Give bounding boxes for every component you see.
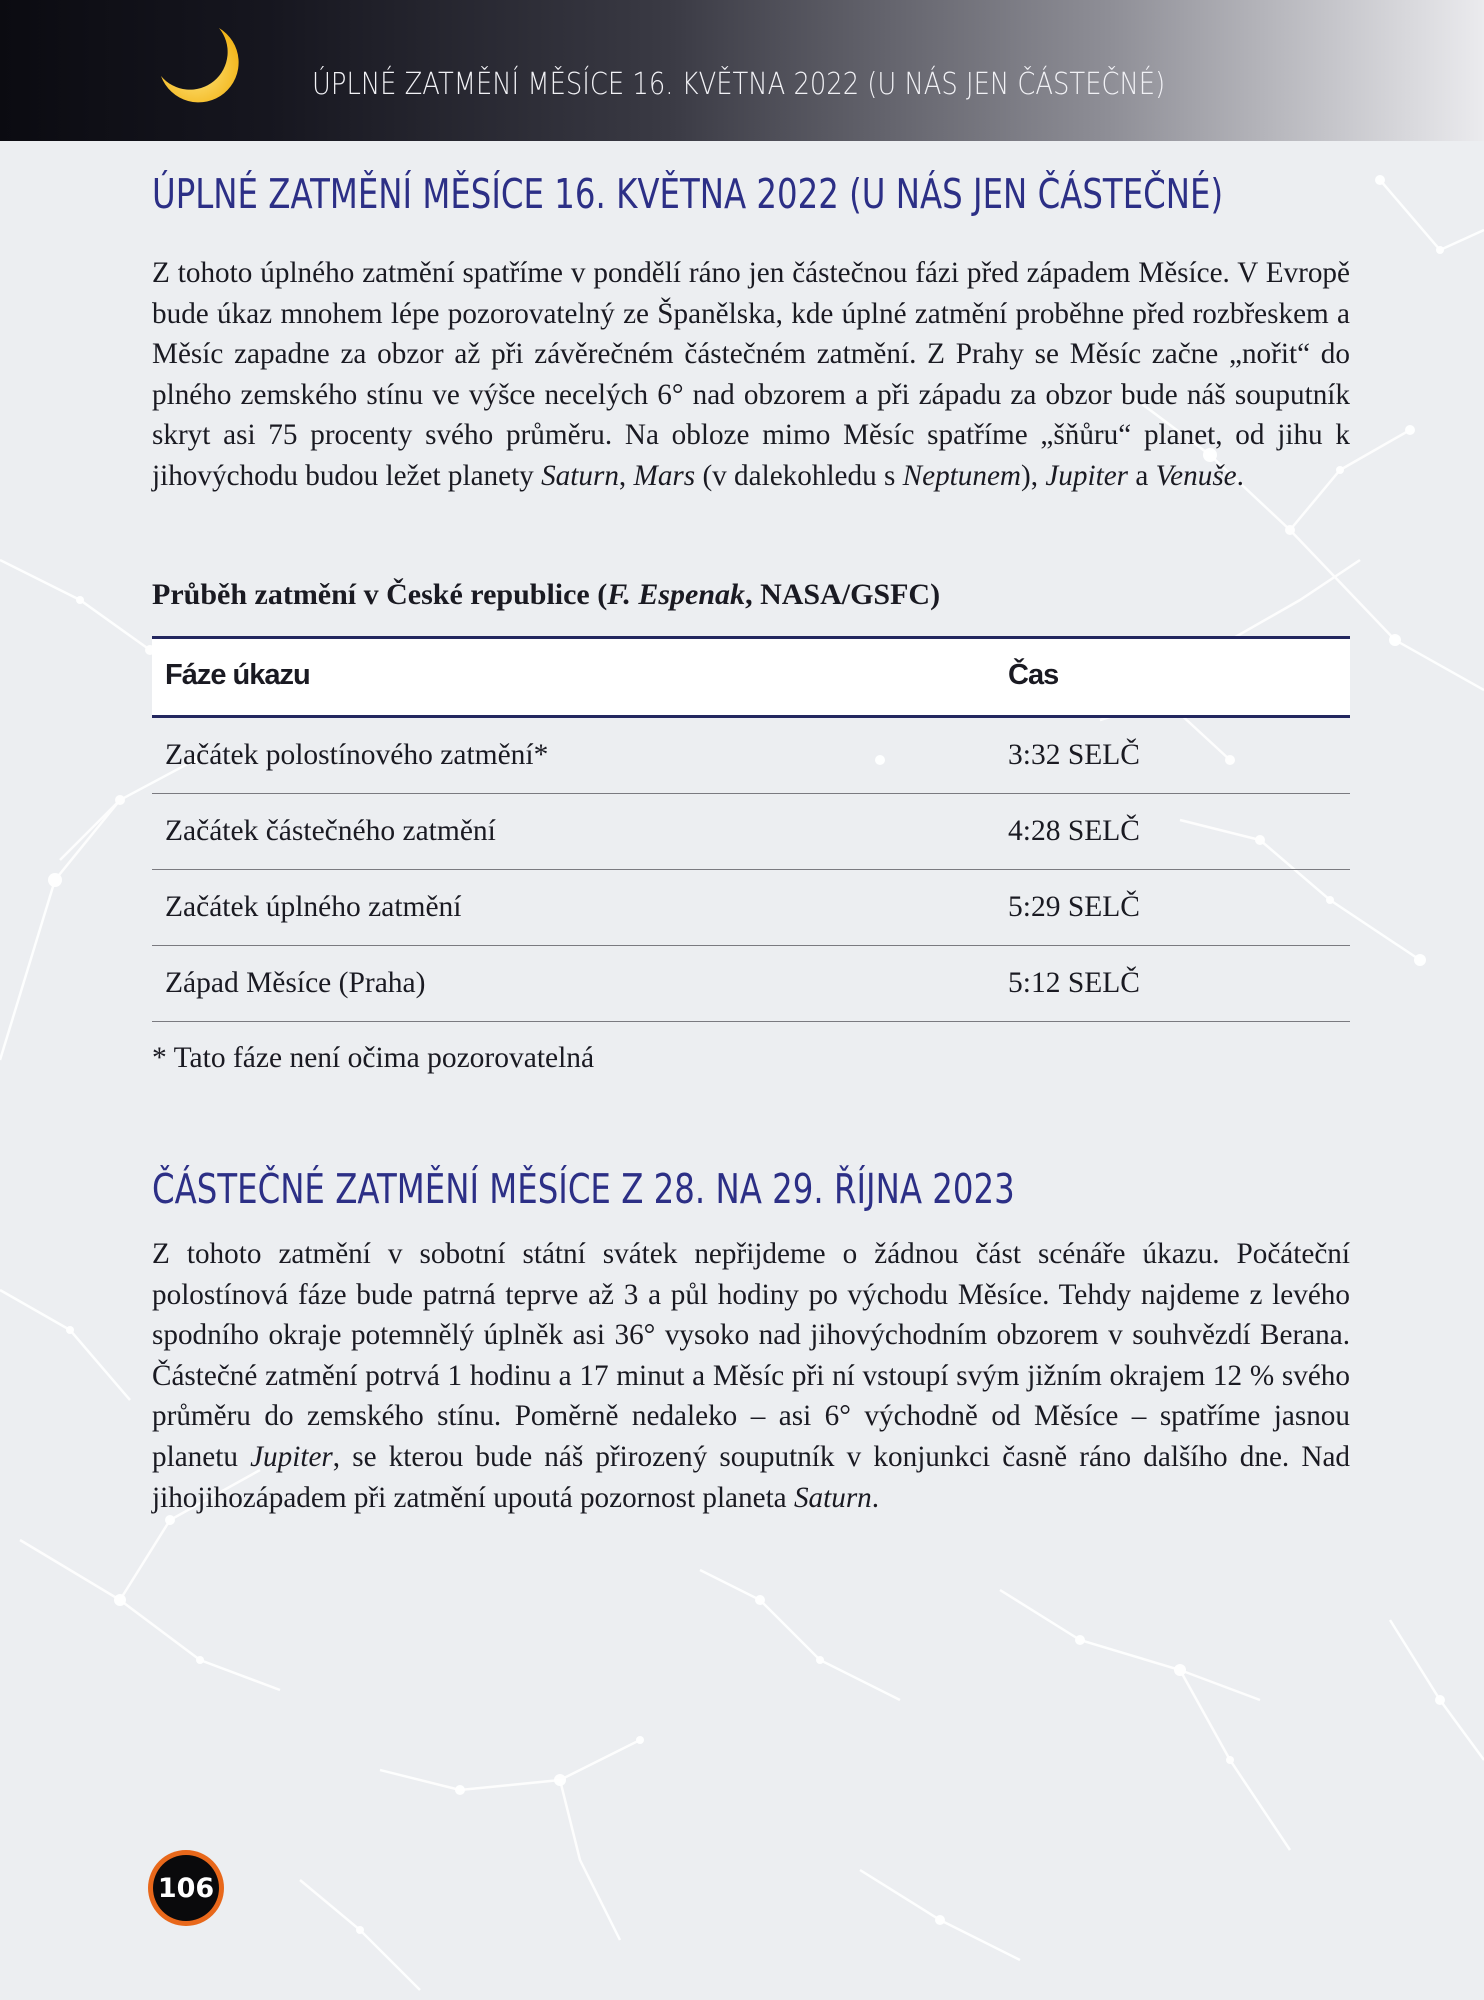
- table-header-time: Čas: [1008, 659, 1059, 691]
- table-cell-phase: Začátek polostínového zatmění*: [165, 739, 549, 771]
- page-number-badge: [148, 1850, 224, 1926]
- table-cell-phase: Západ Měsíce (Praha): [165, 967, 426, 999]
- table-cell-time: 5:29 SELČ: [1008, 891, 1140, 923]
- section-paragraph-2023: Z tohoto zatmění v sobotní státní svátek nepřijdeme o žádnou část scénáře úkazu. Počáteční polostínová fáze bude patrná teprve až 3 a půl hodiny po východu Měsíce. Tehdy najdeme z levého spodního okraje potemnělý úplněk asi 36° vysoko nad jihovýchodním obzorem v souhvězdí Berana. Částečné zatmění potrvá 1 hodinu a 17 minut a Měsíc při ní vstoupí svým jižním okrajem 12 % svého průměru do zemského stínu. Poměrně nedaleko – asi 6° východně od Měsíce – spatříme jasnou planetu Jupiter, se kterou bude náš přirozený souputník v konjunkci časně ráno dalšího dne. Nad jihojihozápadem při zatmění upoutá pozornost planeta Saturn.: [152, 1238, 1350, 1514]
- table-row: [152, 870, 1350, 946]
- header-title: ÚPLNÉ ZATMĚNÍ MĚSÍCE 16. KVĚTNA 2022 (U NÁS JEN ČÁSTEČNÉ): [312, 67, 1166, 102]
- table-row: [152, 794, 1350, 870]
- table-cell-time: 3:32 SELČ: [1008, 739, 1140, 771]
- table-cell-time: 5:12 SELČ: [1008, 967, 1140, 999]
- table-cell-phase: Začátek úplného zatmění: [165, 891, 462, 923]
- table-header-phase: Fáze úkazu: [165, 659, 310, 691]
- table-cell-time: 4:28 SELČ: [1008, 815, 1140, 847]
- table-row: [152, 946, 1350, 1022]
- page-header: [0, 0, 1484, 141]
- table-footnote: * Tato fáze není očima pozorovatelná: [152, 1042, 595, 1074]
- page-number: 106: [153, 1855, 219, 1921]
- table-cell-phase: Začátek částečného zatmění: [165, 815, 496, 847]
- section-paragraph-2022: Z tohoto úplného zatmění spatříme v pondělí ráno jen částečnou fázi před západem Měsíce. V Evropě bude úkaz mnohem lépe pozorovatelný ze Španělska, kde úplné zatmění proběhne před rozbřeskem a Měsíc zapadne za obzor až při závěrečném částečném zatmění. Z Prahy se Měsíc začne „nořit“ do plného zemského stínu ve výšce necelých 6° nad obzorem a při západu za obzor bude náš souputník skryt asi 75 procenty svého průměru. Na obloze mimo Měsíc spatříme „šňůru“ planet, od jihu k jihovýchodu budou ležet planety Saturn, Mars (v dalekohledu s Neptunem), Jupiter a Venuše.: [152, 257, 1350, 492]
- crescent-moon-icon: [155, 24, 250, 110]
- section-heading-2023: ČÁSTEČNÉ ZATMĚNÍ MĚSÍCE Z 28. NA 29. ŘÍJNA 2023: [152, 1165, 1015, 1213]
- table-row: [152, 718, 1350, 794]
- table-header-row: [152, 636, 1350, 718]
- table-title: Průběh zatmění v České republice (F. Espenak, NASA/GSFC): [152, 578, 941, 611]
- eclipse-phase-table: [152, 636, 1350, 1022]
- section-heading-2022: ÚPLNÉ ZATMĚNÍ MĚSÍCE 16. KVĚTNA 2022 (U NÁS JEN ČÁSTEČNÉ): [152, 170, 1224, 218]
